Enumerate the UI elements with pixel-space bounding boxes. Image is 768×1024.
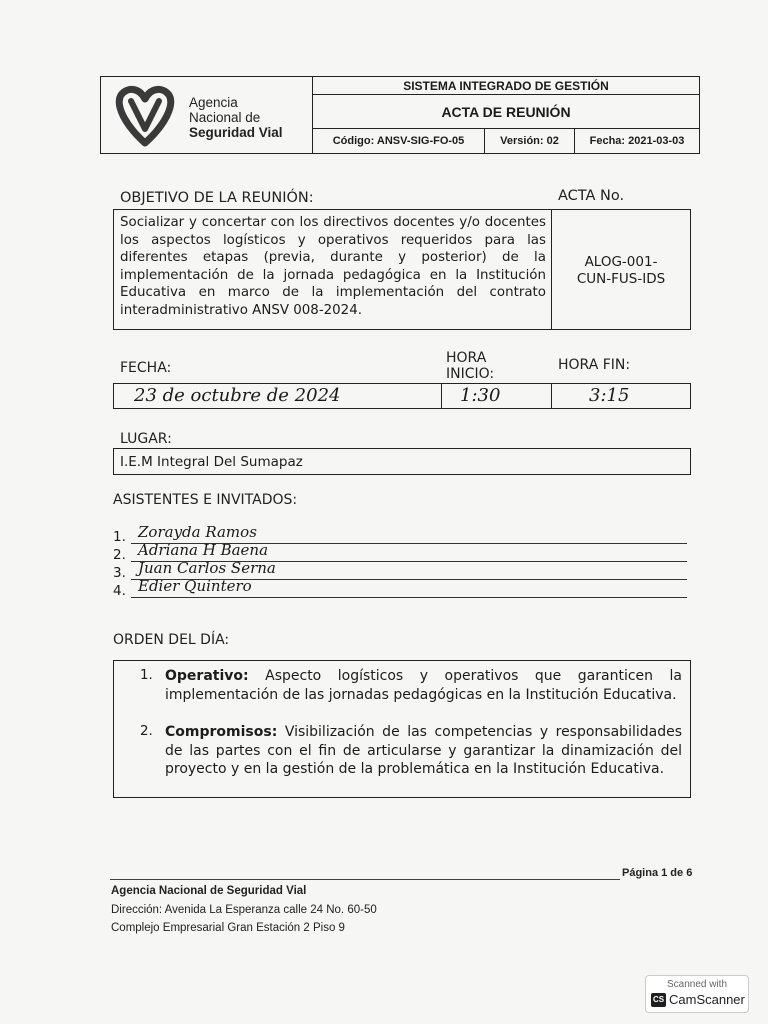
attendee-item: [113, 577, 689, 600]
attendee-number: 1.: [113, 529, 126, 545]
objective-box: [113, 209, 691, 330]
acta-number: [552, 254, 690, 288]
document-title: ACTA DE REUNIÓN: [313, 95, 699, 129]
watermark-line1: Scanned with: [666, 979, 728, 990]
agenda-item: [140, 667, 682, 704]
document-meta-row: [313, 129, 699, 153]
hora-fin-value: 3:15: [589, 385, 630, 406]
org-line-2: Nacional de: [189, 110, 261, 125]
schedule-divider-1: [441, 384, 442, 408]
camscanner-icon: CS: [651, 993, 666, 1007]
objective-text: Socializar y concertar con los directivos docentes y/o docentes los aspectos logísticos y operativos requeridos para las diferentes etapas (previa, durante y posterior) de la implementación de la jornada pedagógica en la Institución Educativa en marco de la implementación del contrato interadministrativo ANSV 008-2024.: [120, 215, 546, 318]
hora-inicio-label-1: HORA: [446, 350, 487, 366]
fecha-label: FECHA:: [120, 360, 172, 376]
watermark-brand: CamScanner: [669, 992, 745, 1007]
agenda-label: ORDEN DEL DÍA:: [113, 632, 230, 648]
footer-address: Dirección: Avenida La Esperanza calle 24 No. 60-50: [111, 904, 377, 916]
acta-number-line-2: CUN-FUS-IDS: [576, 271, 666, 287]
footer-org: Agencia Nacional de Seguridad Vial: [111, 885, 307, 897]
acta-label: ACTA No.: [558, 188, 625, 204]
agenda-number: 1.: [140, 668, 153, 683]
hora-fin-label: HORA FIN:: [558, 357, 631, 373]
attendee-number: 2.: [113, 547, 126, 563]
attendee-number: 3.: [113, 565, 126, 581]
agenda-item-desc: Visibilización de las competencias y responsabilidades de las partes con el fin de articularse y garantizar la dinamización del proyecto y en la gestión de la problemática en la Institución Educativa.: [165, 724, 682, 777]
doc-code: Código: ANSV-SIG-FO-05: [313, 129, 485, 153]
agenda-item-text: [165, 723, 682, 779]
page-number: Página 1 de 6: [622, 867, 693, 879]
hora-inicio-label: [446, 350, 494, 382]
camscanner-watermark: [645, 975, 749, 1013]
attendee-name: Edier Quintero: [138, 577, 252, 595]
fecha-value: 23 de octubre de 2024: [134, 385, 341, 406]
agenda-item-text: [165, 667, 682, 704]
lugar-box: [113, 448, 691, 475]
lugar-label: LUGAR:: [120, 431, 172, 447]
objective-label: OBJETIVO DE LA REUNIÓN:: [120, 190, 314, 206]
attendee-name: Zorayda Ramos: [138, 523, 257, 541]
system-title: SISTEMA INTEGRADO DE GESTIÓN: [313, 77, 699, 95]
schedule-box: [113, 383, 691, 409]
attendee-number: 4.: [113, 583, 126, 599]
agenda-item-desc: Aspecto logísticos y operativos que garanticen la implementación de las jornadas pedagógicas en la Institución Educativa.: [165, 668, 683, 703]
org-line-1: Agencia: [189, 95, 238, 110]
schedule-divider-2: [551, 384, 552, 408]
hora-inicio-label-2: INICIO:: [446, 366, 495, 382]
agenda-number: 2.: [140, 724, 153, 739]
doc-version: Versión: 02: [485, 129, 575, 153]
attendee-name: Adriana H Baena: [138, 541, 269, 559]
ansv-logo-icon: [113, 85, 177, 147]
agenda-item: [140, 723, 682, 779]
agenda-item-title: Compromisos:: [165, 724, 278, 740]
hora-inicio-value: 1:30: [460, 385, 501, 406]
attendee-name: Juan Carlos Serna: [138, 559, 276, 577]
footer-complex: Complejo Empresarial Gran Estación 2 Piso 9: [111, 922, 345, 934]
attendee-line: [131, 597, 687, 598]
agenda-item-title: Operativo:: [165, 668, 249, 684]
org-line-3: Seguridad Vial: [189, 125, 283, 140]
attendees-label: ASISTENTES E INVITADOS:: [113, 492, 298, 508]
document-header: [100, 76, 700, 154]
logo-cell: [101, 77, 313, 153]
agenda-box: [113, 660, 691, 798]
doc-date: Fecha: 2021-03-03: [589, 135, 685, 147]
org-name: [189, 95, 283, 140]
lugar-value: I.E.M Integral Del Sumapaz: [120, 454, 303, 470]
footer-rule: [110, 879, 620, 880]
acta-number-line-1: ALOG-001-: [584, 254, 658, 270]
